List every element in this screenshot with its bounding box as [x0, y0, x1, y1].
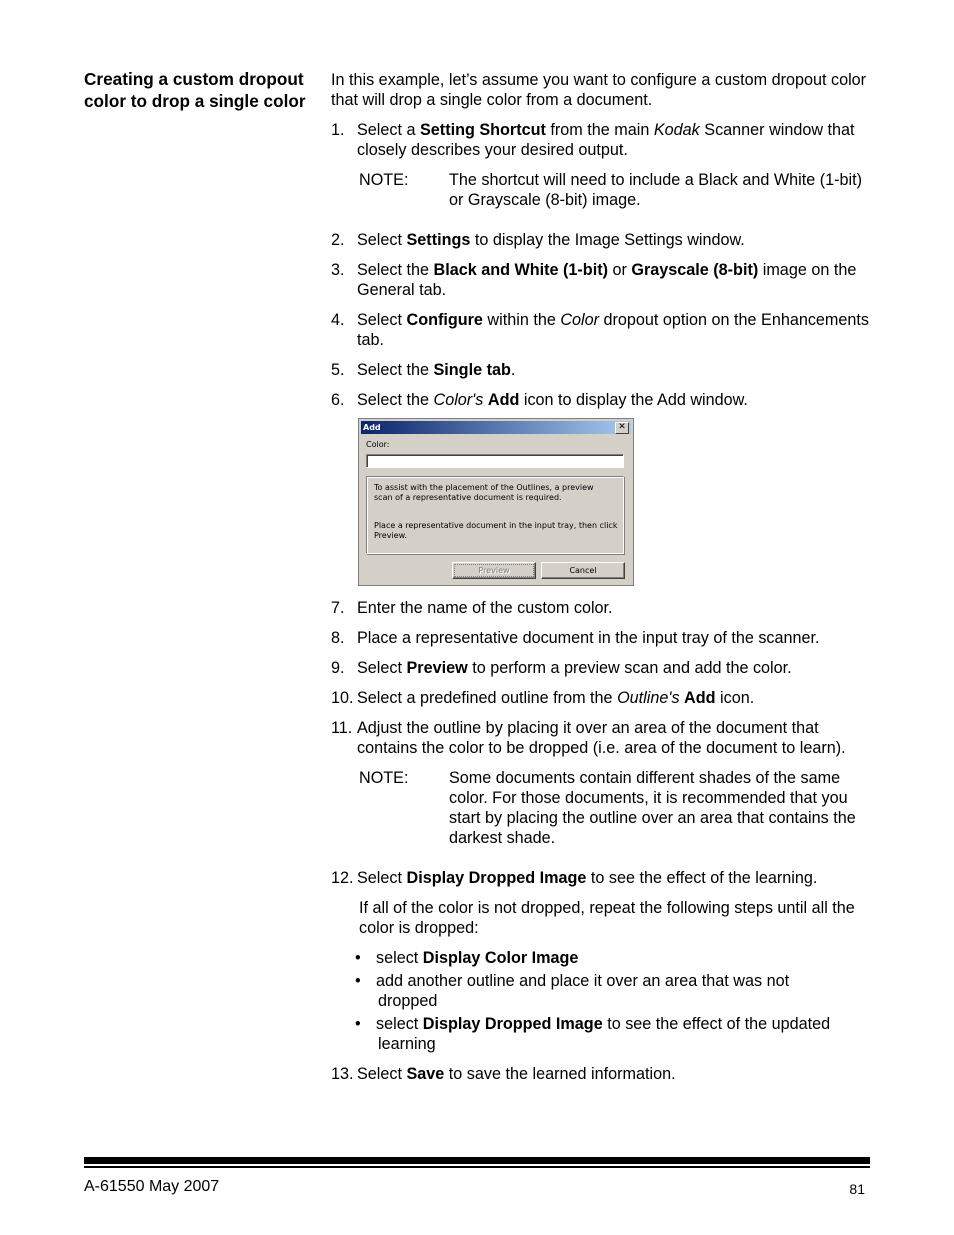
step-italic: Outline's	[617, 689, 680, 707]
step-text: Select the	[357, 361, 434, 379]
bullet-text: dropped	[378, 992, 438, 1010]
color-name-input[interactable]	[366, 454, 624, 468]
close-icon[interactable]: ✕	[615, 422, 629, 434]
step-number: 11.	[331, 719, 353, 737]
step-4	[331, 310, 876, 350]
step-number: 3.	[331, 261, 345, 279]
bullet-text: select	[376, 949, 423, 967]
step-bold: Black and White (1-bit)	[433, 261, 608, 279]
step-6	[331, 390, 876, 410]
bullet-dot: •	[355, 949, 361, 967]
step-text: Place a representative document in the input tray of the scanner.	[357, 629, 820, 647]
step-number: 8.	[331, 629, 345, 647]
step-number: 4.	[331, 311, 345, 329]
step-text: Select the	[357, 261, 434, 279]
step-text: to display the Image Settings window.	[470, 231, 745, 249]
step-bold: Settings	[406, 231, 471, 249]
step-number: 13.	[331, 1065, 354, 1083]
note-label: NOTE:	[359, 769, 409, 787]
bullet-list	[355, 948, 876, 1054]
footer-rule-thin	[84, 1166, 870, 1168]
step-12	[331, 868, 876, 888]
section-heading: Creating a custom dropout color to drop a single color	[84, 69, 306, 111]
step-text: Select	[357, 869, 407, 887]
color-label: Color:	[366, 440, 390, 449]
step-number: 2.	[331, 231, 345, 249]
note-text: Some documents contain different shades of the same color. For those documents, it is recommended that you start by placing the outline over an area that contains the darkest shade.	[449, 769, 856, 847]
step-bold: Save	[406, 1065, 445, 1083]
step-1	[331, 120, 876, 160]
step-number: 5.	[331, 361, 345, 379]
step-8	[331, 628, 876, 648]
preview-button[interactable]: Preview	[452, 562, 536, 579]
step-text: Adjust the outline by placing it over an area of the document that contains the color to be dropped (i.e. area of the document to learn).	[357, 719, 846, 757]
info-group-box	[366, 476, 624, 554]
footer-rule-thick	[84, 1157, 870, 1164]
step-text: dropout option on the Enhancements tab.	[357, 311, 870, 349]
dialog-titlebar	[361, 421, 631, 434]
step-italic: Color	[560, 311, 600, 329]
bullet-text: to see the effect of the updated	[602, 1015, 831, 1033]
bullet-text: add another outline and place it over an area that was not	[376, 972, 790, 990]
step-number: 1.	[331, 121, 345, 139]
step-text: Select	[357, 659, 407, 677]
step-12-subparagraph: If all of the color is not dropped, repeat the following steps until all the color is dropped:	[359, 899, 855, 937]
step-bold: Add	[684, 689, 716, 707]
cancel-button[interactable]: Cancel	[541, 562, 625, 579]
step-text: from the main	[545, 121, 654, 139]
step-text: to save the learned information.	[444, 1065, 676, 1083]
step-number: 9.	[331, 659, 345, 677]
step-text: Scanner window that closely describes your desired output.	[357, 121, 855, 159]
page-number: 81	[849, 1181, 865, 1197]
step-text: or	[607, 261, 632, 279]
footer-doc-id: A-61550 May 2007	[84, 1178, 220, 1195]
bullet-dot: •	[355, 972, 361, 990]
step-number: 7.	[331, 599, 345, 617]
add-dialog-screenshot	[358, 418, 634, 586]
step-3	[331, 260, 876, 300]
note-1	[359, 170, 876, 210]
bullet-text: learning	[378, 1035, 436, 1053]
step-text: Select	[357, 1065, 407, 1083]
step-text: to see the effect of the learning.	[586, 869, 818, 887]
bullet-item	[355, 971, 876, 1011]
step-italic: Kodak	[653, 121, 700, 139]
intro-paragraph: In this example, let’s assume you want to configure a custom dropout color that will drop a single color from a document.	[331, 71, 867, 109]
step-text: icon to display the Add window.	[519, 391, 748, 409]
step-5	[331, 360, 876, 380]
main-content	[331, 70, 876, 1094]
step-bold: Add	[487, 391, 520, 409]
info-text-2: Place a representative document in the input tray, then click Preview.	[374, 521, 618, 540]
bullet-bold: Display Color Image	[422, 949, 579, 967]
step-text: Select a	[357, 121, 420, 139]
step-11	[331, 718, 876, 758]
step-text: Select	[357, 311, 407, 329]
info-text-1: To assist with the placement of the Outlines, a preview scan of a representative document is required.	[374, 483, 594, 502]
step-bold: Setting Shortcut	[420, 121, 546, 139]
step-number: 12.	[331, 869, 354, 887]
step-text: Enter the name of the custom color.	[357, 599, 613, 617]
bullet-item	[355, 1014, 876, 1054]
bullet-dot: •	[355, 1015, 361, 1033]
step-text: within the	[482, 311, 561, 329]
step-number: 10.	[331, 689, 354, 707]
step-9	[331, 658, 876, 678]
step-bold: Single tab	[433, 361, 511, 379]
step-text: Select	[357, 231, 407, 249]
step-text: image on the General tab.	[357, 261, 857, 299]
step-bold: Grayscale (8-bit)	[631, 261, 759, 279]
step-2	[331, 230, 876, 250]
step-number: 6.	[331, 391, 345, 409]
bullet-item	[355, 948, 876, 968]
step-text: icon.	[715, 689, 755, 707]
step-7	[331, 598, 876, 618]
step-text: .	[510, 361, 516, 379]
bullet-text: select	[376, 1015, 423, 1033]
dialog-title: Add	[363, 423, 381, 432]
step-bold: Display Dropped Image	[406, 869, 587, 887]
step-10	[331, 688, 876, 708]
step-bold: Configure	[406, 311, 483, 329]
step-italic: Color's	[433, 391, 484, 409]
step-text: Select the	[357, 391, 434, 409]
bullet-bold: Display Dropped Image	[422, 1015, 603, 1033]
note-label: NOTE:	[359, 171, 409, 189]
step-13	[331, 1064, 876, 1084]
step-text: to perform a preview scan and add the color.	[467, 659, 792, 677]
note-2	[359, 768, 876, 848]
step-text: Select a predefined outline from the	[357, 689, 618, 707]
note-text: The shortcut will need to include a Black and White (1-bit) or Grayscale (8-bit) image.	[449, 171, 862, 209]
step-bold: Preview	[406, 659, 468, 677]
